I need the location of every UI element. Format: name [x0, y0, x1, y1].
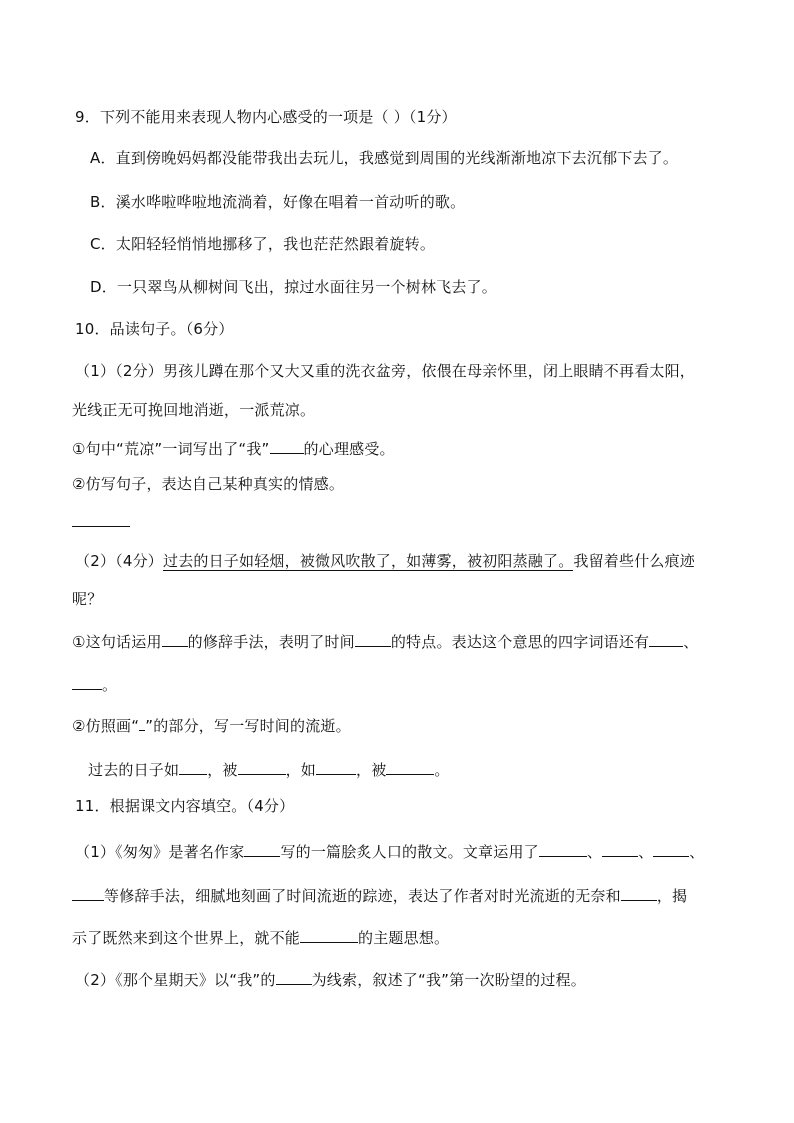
q9-option-d: D．一只翠鸟从柳树间飞出，掠过水面往另一个树林飞去了。 — [90, 278, 497, 296]
answer-blank[interactable] — [270, 439, 304, 454]
answer-blank[interactable] — [653, 842, 689, 857]
q10-part1-question2: ②仿写句子，表达自己某种真实的情感。 — [72, 475, 345, 493]
q10-stem: 10．品读句子。（6分） — [75, 320, 234, 338]
q10-part2-question1: ①这句话运用 的修辞手法，表明了时间 的特点。表达这个意思的四字词语还有 、 — [72, 633, 699, 651]
q11-part1-line2: 等修辞手法，细腻地刻画了时间流逝的踪迹，表达了作者对时光流逝的无奈和 ，揭 — [72, 886, 687, 904]
q11-stem: 11．根据课文内容填空。（4分） — [75, 797, 295, 815]
q9-option-c: C．太阳轻轻悄悄地挪移了，我也茫茫然跟着旋转。 — [90, 235, 436, 253]
answer-blank[interactable] — [276, 970, 312, 985]
answer-blank[interactable] — [300, 928, 358, 943]
answer-blank[interactable] — [316, 760, 356, 775]
q11-part1-line1: （1）《匆匆》是著名作家 写的一篇脍炙人口的散文。文章运用了 、 、 、 — [75, 843, 705, 861]
q11-part2: （2）《那个星期天》以“我”的 为线索，叙述了“我”第一次盼望的过程。 — [75, 971, 586, 989]
q10-part2-question2: ②仿照画“ ”的部分，写一写时间的流逝。 — [72, 717, 351, 735]
q10-part1-line1: （1）（2分）男孩儿蹲在那个又大又重的洗衣盆旁，依偎在母亲怀里，闭上眼睛不再看太阳， — [75, 362, 695, 380]
answer-blank[interactable] — [355, 632, 391, 647]
answer-blank[interactable] — [539, 842, 587, 857]
q9-option-a: A．直到傍晚妈妈都没能带我出去玩儿，我感觉到周围的光线渐渐地凉下去沉郁下去了。 — [90, 149, 679, 167]
answer-blank[interactable] — [244, 842, 280, 857]
answer-blank[interactable] — [649, 632, 683, 647]
answer-blank[interactable] — [386, 760, 434, 775]
q10-part2-line2: 呢？ — [72, 590, 103, 608]
answer-blank[interactable] — [621, 886, 657, 901]
q9-stem: 9．下列不能用来表现人物内心感受的一项是（ ）（1分） — [75, 108, 457, 126]
q9-option-b: B．溪水哗啦哗啦地流淌着，好像在唱着一首动听的歌。 — [90, 193, 466, 211]
q10-part1-question1: ①句中“荒凉”一词写出了“我” 的心理感受。 — [72, 440, 395, 458]
answer-blank[interactable] — [72, 886, 104, 901]
answer-blank[interactable] — [72, 526, 130, 527]
answer-blank[interactable] — [162, 632, 188, 647]
underlined-sentence: 过去的日子如轻烟，被微风吹散了，如薄雾，被初阳蒸融了。 — [163, 552, 574, 570]
q10-part1-line2: 光线正无可挽回地消逝，一派荒凉。 — [72, 401, 316, 419]
q10-part2-line1: （2）（4分）过去的日子如轻烟，被微风吹散了，如薄雾，被初阳蒸融了。我留着些什么痕迹 — [75, 552, 696, 570]
answer-blank[interactable] — [238, 760, 286, 775]
q11-part1-line3: 示了既然来到这个世界上，就不能 的主题思想。 — [72, 929, 450, 947]
answer-blank[interactable] — [179, 760, 207, 775]
answer-blank[interactable] — [602, 842, 638, 857]
q10-imitation-line: 过去的日子如 ，被 ，如 ，被 。 — [88, 761, 450, 779]
q10-part2-question1-cont: 。 — [72, 675, 117, 693]
answer-blank[interactable] — [72, 675, 102, 690]
